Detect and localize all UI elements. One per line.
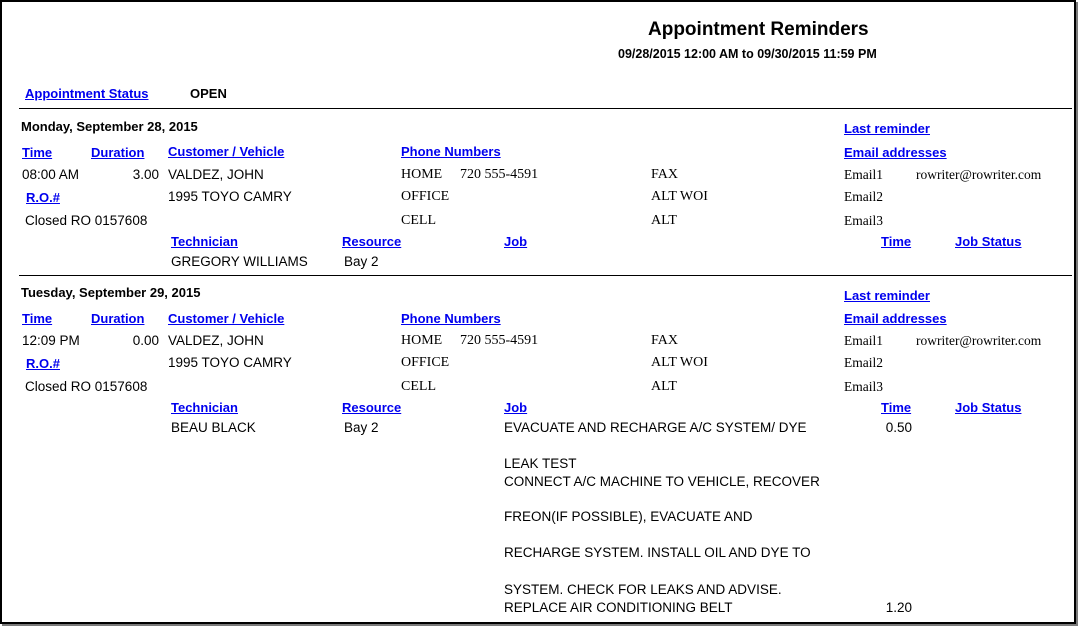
job-time: 1.20 <box>885 600 912 615</box>
customer-vehicle-header[interactable]: Customer / Vehicle <box>168 311 285 326</box>
time-header[interactable]: Time <box>22 311 53 326</box>
ro-number: Closed RO 0157608 <box>25 213 148 228</box>
job-line: CONNECT A/C MACHINE TO VEHICLE, RECOVER <box>504 474 820 489</box>
alt-phone-label: ALT <box>651 213 677 228</box>
home-phone-value: 720 555-4591 <box>460 167 539 182</box>
day-date: Tuesday, September 29, 2015 <box>21 285 201 300</box>
ro-number: Closed RO 0157608 <box>25 379 148 394</box>
fax-label: FAX <box>651 333 678 348</box>
job-status-header[interactable]: Job Status <box>955 234 1022 249</box>
customer-name: VALDEZ, JOHN <box>168 333 264 348</box>
home-phone-value: 720 555-4591 <box>460 333 539 348</box>
report-date-range: 09/28/2015 12:00 AM to 09/30/2015 11:59 PM <box>618 47 877 61</box>
resource-name: Bay 2 <box>344 420 379 435</box>
email1-value: rowriter@rowriter.com <box>916 333 1042 348</box>
home-phone-label: HOME <box>401 167 443 182</box>
email-addresses-header[interactable]: Email addresses <box>844 145 947 160</box>
fax-label: FAX <box>651 167 678 182</box>
job-line: LEAK TEST <box>504 456 577 471</box>
appointment-time: 12:09 PM <box>22 333 80 348</box>
resource-name: Bay 2 <box>344 254 379 269</box>
phone-numbers-header[interactable]: Phone Numbers <box>401 144 501 159</box>
job-header[interactable]: Job <box>504 400 528 415</box>
email-addresses-header[interactable]: Email addresses <box>844 311 947 326</box>
job-header[interactable]: Job <box>504 234 528 249</box>
phone-numbers-header[interactable]: Phone Numbers <box>401 311 501 326</box>
cell-phone-label: CELL <box>401 213 436 228</box>
vehicle: 1995 TOYO CAMRY <box>168 355 292 370</box>
report-title: Appointment Reminders <box>648 19 869 40</box>
resource-header[interactable]: Resource <box>342 234 402 249</box>
resource-header[interactable]: Resource <box>342 400 402 415</box>
appointment-status-value: OPEN <box>190 86 227 101</box>
email2-label: Email2 <box>844 189 883 204</box>
technician-header[interactable]: Technician <box>171 400 238 415</box>
email1-label: Email1 <box>844 167 883 182</box>
job-line: RECHARGE SYSTEM. INSTALL OIL AND DYE TO <box>504 545 811 560</box>
email1-value: rowriter@rowriter.com <box>916 167 1042 182</box>
cell-phone-label: CELL <box>401 379 436 394</box>
email1-label: Email1 <box>844 333 883 348</box>
job-status-header[interactable]: Job Status <box>955 400 1022 415</box>
home-phone-label: HOME <box>401 333 443 348</box>
duration-header[interactable]: Duration <box>91 145 145 160</box>
email3-label: Email3 <box>844 379 883 394</box>
time-header[interactable]: Time <box>22 145 53 160</box>
appointment-status-link[interactable]: Appointment Status <box>25 86 149 101</box>
divider <box>19 275 1072 276</box>
divider <box>19 108 1072 109</box>
customer-vehicle-header[interactable]: Customer / Vehicle <box>168 144 285 159</box>
email2-label: Email2 <box>844 355 883 370</box>
technician-name: GREGORY WILLIAMS <box>171 254 308 269</box>
job-time-header[interactable]: Time <box>881 234 912 249</box>
alt-work-phone-label: ALT WOI <box>651 355 708 370</box>
ro-header[interactable]: R.O.# <box>26 190 60 205</box>
office-phone-label: OFFICE <box>401 189 450 204</box>
day-date: Monday, September 28, 2015 <box>21 119 198 134</box>
last-reminder-header[interactable]: Last reminder <box>844 288 930 303</box>
customer-name: VALDEZ, JOHN <box>168 167 264 182</box>
appointment-duration: 3.00 <box>132 167 159 182</box>
job-line: FREON(IF POSSIBLE), EVACUATE AND <box>504 509 753 524</box>
alt-phone-label: ALT <box>651 379 677 394</box>
vehicle: 1995 TOYO CAMRY <box>168 189 292 204</box>
technician-name: BEAU BLACK <box>171 420 256 435</box>
job-time-header[interactable]: Time <box>881 400 912 415</box>
job-line: REPLACE AIR CONDITIONING BELT <box>504 600 733 615</box>
office-phone-label: OFFICE <box>401 355 450 370</box>
job-line: SYSTEM. CHECK FOR LEAKS AND ADVISE. <box>504 582 782 597</box>
appointment-time: 08:00 AM <box>22 167 80 182</box>
job-time: 0.50 <box>885 420 912 435</box>
technician-header[interactable]: Technician <box>171 234 238 249</box>
appointment-duration: 0.00 <box>132 333 159 348</box>
ro-header[interactable]: R.O.# <box>26 356 60 371</box>
job-line: EVACUATE AND RECHARGE A/C SYSTEM/ DYE <box>504 420 807 435</box>
alt-work-phone-label: ALT WOI <box>651 189 708 204</box>
email3-label: Email3 <box>844 213 883 228</box>
last-reminder-header[interactable]: Last reminder <box>844 121 930 136</box>
duration-header[interactable]: Duration <box>91 311 145 326</box>
